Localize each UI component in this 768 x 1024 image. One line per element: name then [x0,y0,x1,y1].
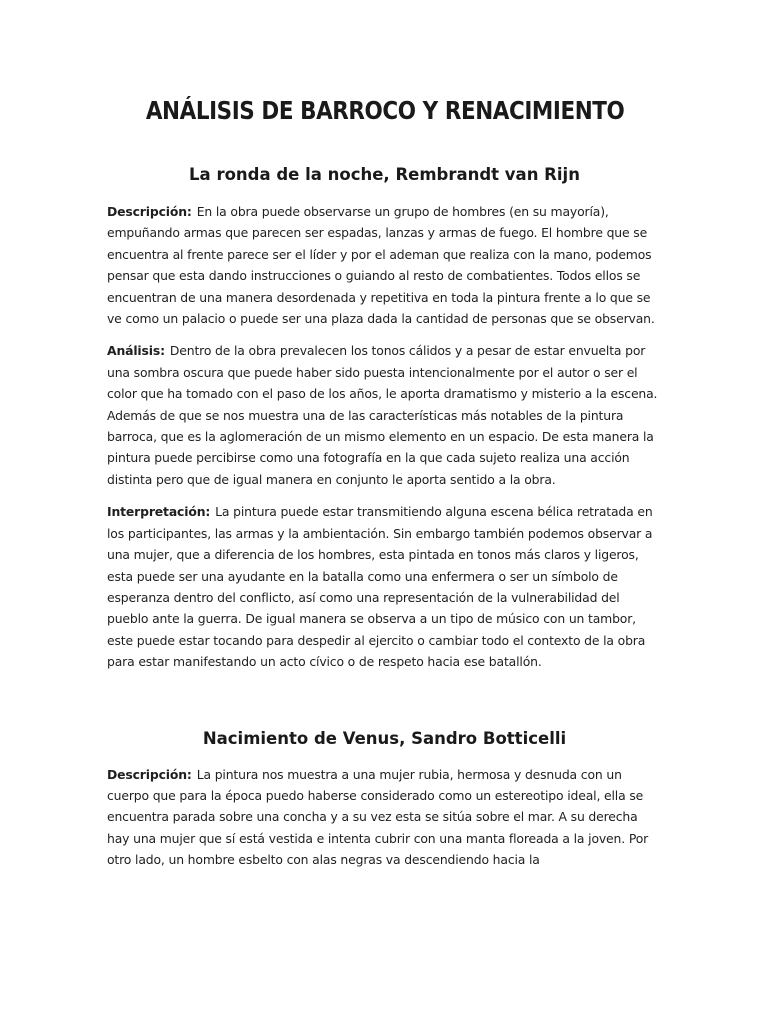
paragraph-text: La pintura puede estar transmitiendo alguna escena bélica retratada en los participantes, las armas y la ambientación. Sin embargo también podemos observar a una mujer, que a diferencia de los hombres, esta pintada en tonos más claros y ligeros, esta puede ser una ayudante en la batalla como una enfermera o ser un símbolo de esperanza dentro del conflicto, así como una representación de la vulnerabilidad del pueblo ante la guerra. De igual manera se observa a un tipo de músico con un tambor, este puede estar tocando para despedir al ejercito o cambiar todo el contexto de la obra para estar manifestando un acto cívico o de respeto hacia ese batallón. [107,504,653,670]
section-ronda-de-la-noche [107,163,662,673]
paragraph-label: Descripción: [107,766,192,782]
document-title: ANÁLISIS DE BARROCO Y RENACIMIENTO [145,96,625,125]
section-heading: Nacimiento de Venus, Sandro Botticelli [202,728,567,748]
paragraph-text: La pintura nos muestra a una mujer rubia, hermosa y desnuda con un cuerpo que para la época puedo haberse considerado como un estereotipo ideal, ella se encuentra parada sobre una concha y a su vez esta se sitúa sobre el mar. A su derecha hay una mujer que sí está vestida e intenta cubrir con una manta floreada a la joven. Por otro lado, un hombre esbelto con alas negras va descendiendo hacia la [107,766,649,868]
section-heading: La ronda de la noche, Rembrandt van Rijn [189,165,580,184]
section-nacimiento-de-venus [107,727,662,871]
paragraph-descripcion [107,201,662,329]
paragraph-label: Interpretación: [107,504,211,520]
paragraph-analisis [107,340,662,490]
paragraph-label: Descripción: [107,204,192,219]
paragraph-text: En la obra puede observarse un grupo de hombres (en su mayoría), empuñando armas que parecen ser espadas, lanzas y armas de fuego. El hombre que se encuentra al frente parece ser el líder y por el ademan que realiza con la mano, podemos pensar que esta dando instrucciones o guiando al resto de combatientes. Todos ellos se encuentran de una manera desordenada y repetitiva en toda la pintura frente a lo que se ve como un palacio o puede ser una plaza dada la cantidad de personas que se observan. [107,204,655,327]
paragraph-text: Dentro de la obra prevalecen los tonos cálidos y a pesar de estar envuelta por una sombra oscura que puede haber sido puesta intencionalmente por el autor o ser el color que ha tomado con el paso de los años, le aporta dramatismo y misterio a la escena. Además de que se nos muestra una de las características más notables de la pintura barroca, que es la aglomeración de un mismo elemento en un espacio. De esta manera la pintura puede percibirse como una fotografía en la que cada sujeto realiza una acción distinta pero que de igual manera en conjunto le aporta sentido a la obra. [107,343,658,487]
paragraph-label: Análisis: [107,343,165,359]
paragraph-interpretacion [107,501,662,672]
paragraph-descripcion [107,764,662,871]
